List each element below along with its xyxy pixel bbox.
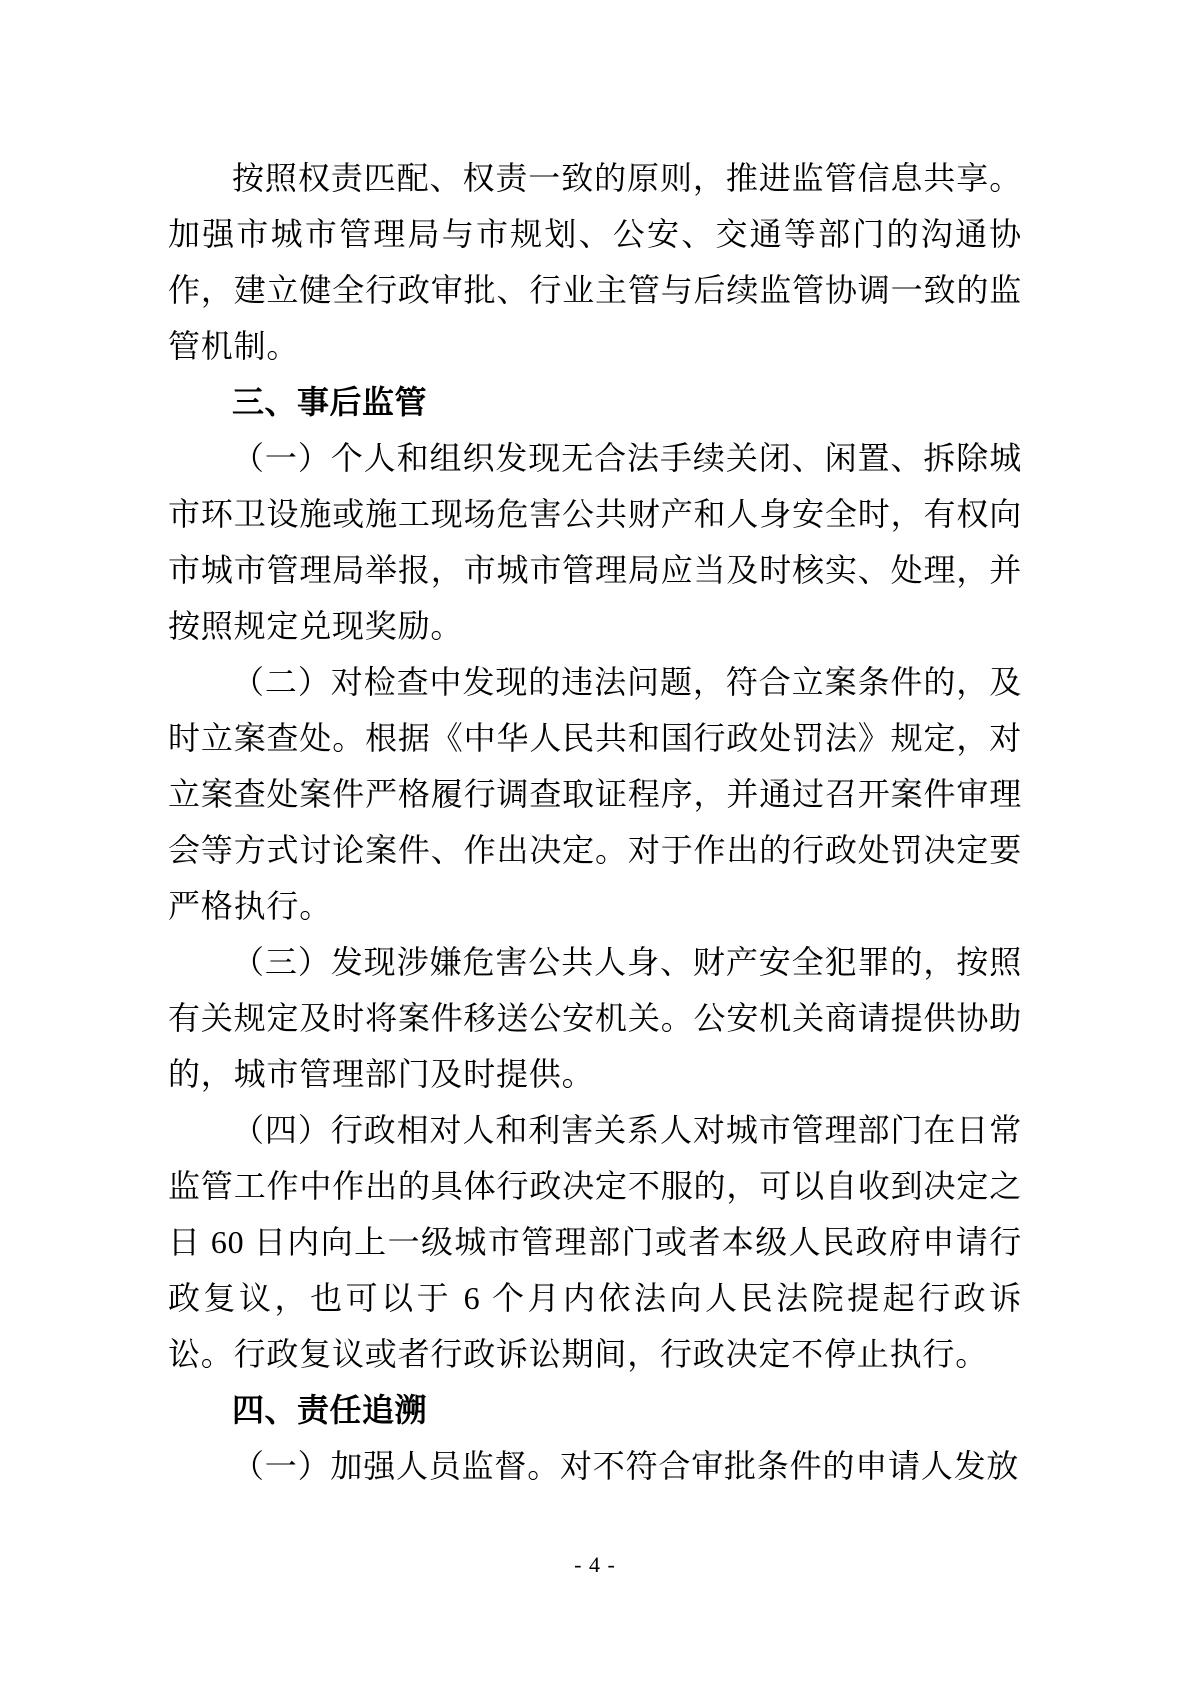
paragraph-post-supervision-2: （二）对检查中发现的违法问题，符合立案条件的，及时立案查处。根据《中华人民共和国行政处罚法》规定，对立案查处案件严格履行调查取证程序，并通过召开案件审理会等方式讨论案件、作出决定。对于作出的行政处罚决定要严格执行。 (168, 664, 1022, 924)
paragraph-post-supervision-3: （三）发现涉嫌危害公共人身、财产安全犯罪的，按照有关规定及时将案件移送公安机关。公安机关商请提供协助的，城市管理部门及时提供。 (168, 944, 1022, 1092)
page-number: - 4 - (574, 1552, 616, 1577)
paragraph-post-supervision-4: （四）行政相对人和利害关系人对城市管理部门在日常监管工作中作出的具体行政决定不服的，可以自收到决定之日 60 日内向上一级城市管理部门或者本级人民政府申请行政复议，也可以于 6 个月内依法向人民法院提起行政诉讼。行政复议或者行政诉讼期间，行政决定不停止执行。 (168, 1112, 1022, 1372)
paragraph-post-supervision-1: （一）个人和组织发现无合法手续关闭、闲置、拆除城市环卫设施或施工现场危害公共财产和人身安全时，有权向市城市管理局举报，市城市管理局应当及时核实、处理，并按照规定兑现奖励。 (168, 440, 1022, 644)
paragraph-responsibility-1: （一）加强人员监督。对不符合审批条件的申请人发放 (232, 1448, 1020, 1484)
document-body (168, 150, 1022, 1494)
section-heading-responsibility: 四、责任追溯 (232, 1392, 428, 1428)
intro-paragraph: 按照权责匹配、权责一致的原则，推进监管信息共享。加强市城市管理局与市规划、公安、交通等部门的沟通协作，建立健全行政审批、行业主管与后续监管协调一致的监管机制。 (168, 160, 1022, 364)
section-heading-post-supervision: 三、事后监管 (232, 384, 428, 420)
